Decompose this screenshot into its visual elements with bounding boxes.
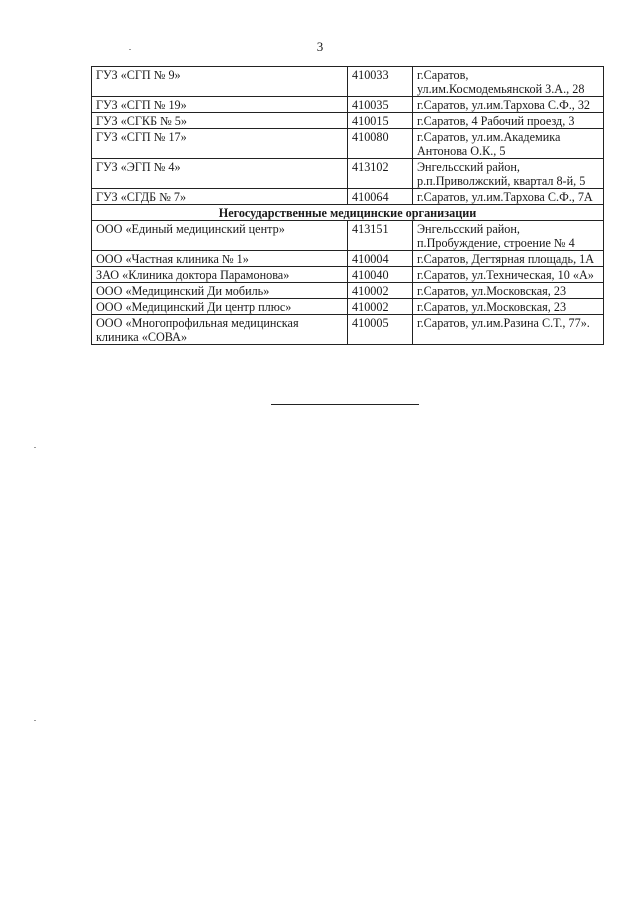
postal-code: 410015 — [348, 113, 413, 129]
table-row — [92, 113, 604, 129]
margin-speck — [34, 720, 36, 721]
address — [413, 113, 604, 129]
address — [413, 251, 604, 267]
address-line: г.Саратов, ул.им.Тархова С.Ф., 7А — [417, 190, 593, 204]
address-line: Энгельсский район, — [417, 160, 520, 174]
organization-name: ГУЗ «СГП № 9» — [92, 67, 348, 97]
organization-name: ООО «Медицинский Ди центр плюс» — [92, 299, 348, 315]
address-line: Антонова О.К., 5 — [417, 144, 506, 158]
organization-name: ГУЗ «СГДБ № 7» — [92, 189, 348, 205]
table-body-bottom — [92, 221, 604, 345]
table-row — [92, 221, 604, 251]
address-line: г.Саратов, — [417, 68, 469, 82]
table-row — [92, 129, 604, 159]
margin-speck — [34, 447, 36, 448]
table-row — [92, 283, 604, 299]
address — [413, 97, 604, 113]
address — [413, 315, 604, 345]
organization-name: ЗАО «Клиника доктора Парамонова» — [92, 267, 348, 283]
postal-code: 410035 — [348, 97, 413, 113]
postal-code: 410040 — [348, 267, 413, 283]
address-line: г.Саратов, 4 Рабочий проезд, 3 — [417, 114, 575, 128]
section-header-row — [92, 205, 604, 221]
postal-code: 410064 — [348, 189, 413, 205]
margin-speck — [129, 49, 131, 50]
address-line: ул.им.Космодемьянской З.А., 28 — [417, 82, 585, 96]
address-line: г.Саратов, ул.Московская, 23 — [417, 300, 567, 314]
address-line: г.Саратов, ул.им.Разина С.Т., 77». — [417, 316, 590, 330]
postal-code: 410033 — [348, 67, 413, 97]
table-section — [92, 205, 604, 221]
table-row — [92, 97, 604, 113]
organization-name: ООО «Медицинский Ди мобиль» — [92, 283, 348, 299]
postal-code: 413151 — [348, 221, 413, 251]
address-line: г.Саратов, ул.Московская, 23 — [417, 284, 567, 298]
postal-code: 410005 — [348, 315, 413, 345]
table-row — [92, 299, 604, 315]
table-body-top — [92, 67, 604, 205]
organization-name: ГУЗ «ЭГП № 4» — [92, 159, 348, 189]
address — [413, 267, 604, 283]
address-line: г.Саратов, ул.Техническая, 10 «А» — [417, 268, 594, 282]
table-row — [92, 189, 604, 205]
postal-code: 410002 — [348, 299, 413, 315]
address-line: г.Саратов, ул.им.Тархова С.Ф., 32 — [417, 98, 591, 112]
organization-name: ООО «Частная клиника № 1» — [92, 251, 348, 267]
postal-code: 410002 — [348, 283, 413, 299]
postal-code: 410004 — [348, 251, 413, 267]
organization-name: ООО «Многопрофильная медицинская клиника «СОВА» — [92, 315, 348, 345]
organizations-table — [91, 66, 604, 345]
table-row — [92, 159, 604, 189]
table-row — [92, 251, 604, 267]
address — [413, 299, 604, 315]
organization-name: ГУЗ «СГП № 17» — [92, 129, 348, 159]
address — [413, 67, 604, 97]
address — [413, 159, 604, 189]
organization-name: ГУЗ «СГП № 19» — [92, 97, 348, 113]
signature-rule — [271, 404, 419, 405]
postal-code: 410080 — [348, 129, 413, 159]
address — [413, 221, 604, 251]
section-header: Негосударственные медицинские организации — [92, 205, 604, 221]
table-row — [92, 315, 604, 345]
address-line: Энгельсский район, — [417, 222, 520, 236]
address-line: р.п.Приволжский, квартал 8-й, 5 — [417, 174, 586, 188]
address — [413, 283, 604, 299]
page-number: 3 — [316, 39, 324, 54]
postal-code: 413102 — [348, 159, 413, 189]
address-line: г.Саратов, ул.им.Академика — [417, 130, 561, 144]
address — [413, 129, 604, 159]
address — [413, 189, 604, 205]
table-row — [92, 267, 604, 283]
address-line: г.Саратов, Дегтярная площадь, 1А — [417, 252, 595, 266]
address-line: п.Пробуждение, строение № 4 — [417, 236, 575, 250]
organization-name: ГУЗ «СГКБ № 5» — [92, 113, 348, 129]
organization-name: ООО «Единый медицинский центр» — [92, 221, 348, 251]
table-row — [92, 67, 604, 97]
